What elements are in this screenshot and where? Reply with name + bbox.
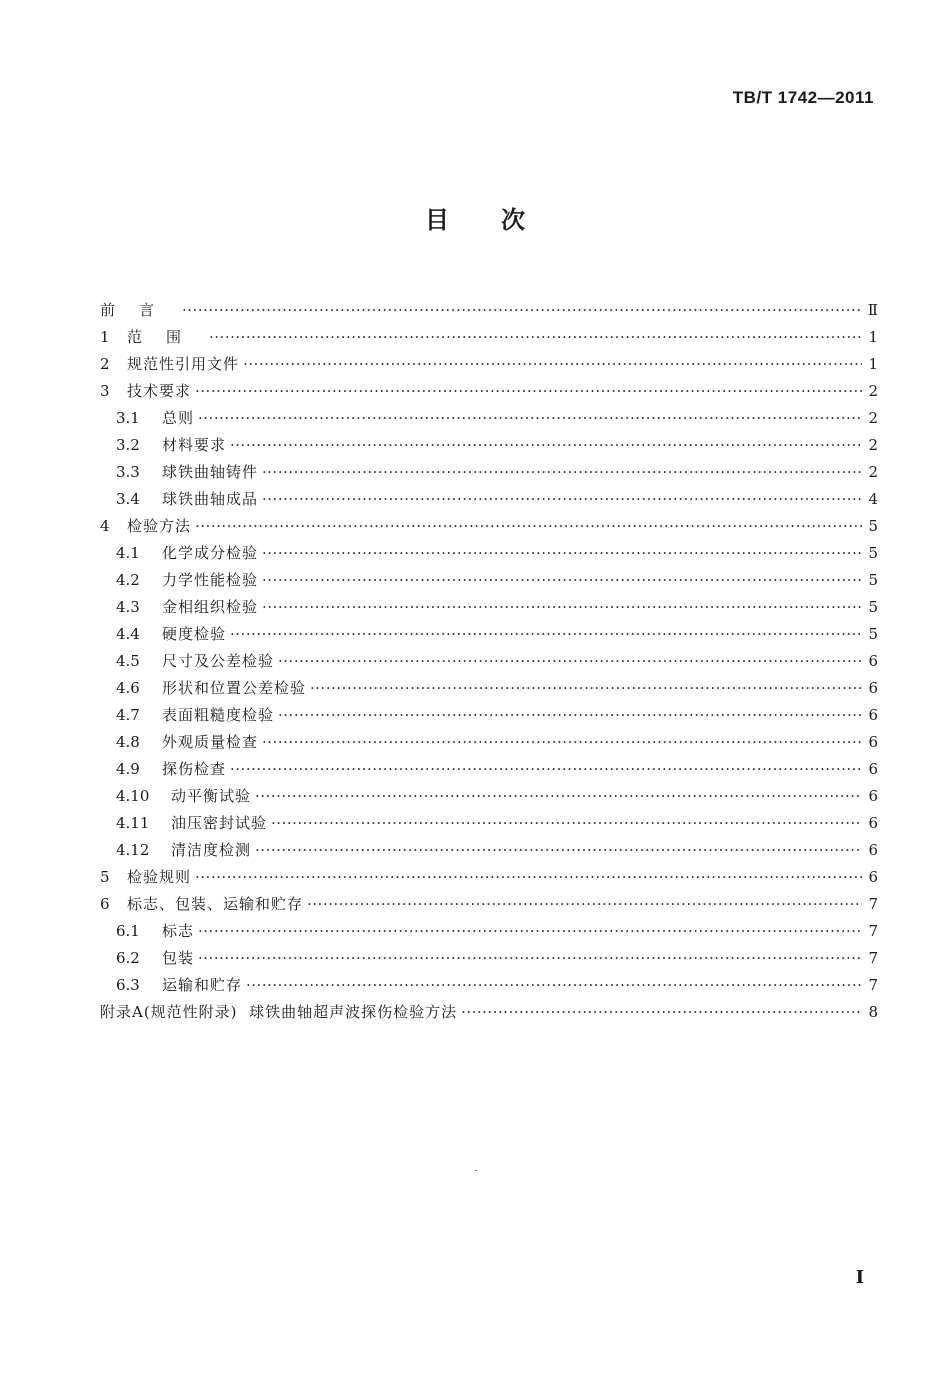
- toc-entry-6-3[interactable]: [100, 972, 878, 999]
- toc-entry-title: 油压密封试验: [171, 814, 268, 832]
- toc-entry-page: 6: [868, 679, 878, 697]
- standard-number: TB/T 1742—2011: [732, 88, 874, 107]
- toc-entry-number: 4.11: [116, 814, 150, 832]
- toc-leader-dots: [278, 648, 862, 675]
- toc-leader-dots: [198, 405, 862, 432]
- toc-entry-page: 6: [868, 814, 878, 832]
- toc-entry-title: 总则: [162, 409, 195, 427]
- toc-leader-dots: [262, 459, 862, 486]
- toc-entry-number: 4.4: [116, 625, 140, 643]
- scan-speck: [475, 1170, 477, 1171]
- toc-entry-number: 6.1: [116, 922, 140, 940]
- toc-entry-title: 硬度检验: [162, 625, 227, 643]
- toc-entry-title: 附录A(规范性附录) 球铁曲轴超声波探伤检验方法: [100, 1003, 458, 1021]
- toc-leader-dots: [271, 810, 862, 837]
- toc-entry-title: 外观质量检查: [162, 733, 259, 751]
- toc-entry-number: 3.3: [116, 463, 140, 481]
- toc-entry-page: 7: [868, 895, 878, 913]
- toc-entry-page: 5: [868, 598, 878, 616]
- toc-entry-page: 6: [868, 706, 878, 724]
- toc-entry-number: 6: [100, 895, 110, 913]
- toc-entry-4-9[interactable]: [100, 756, 878, 783]
- toc-leader-dots: [230, 432, 862, 459]
- toc-leader-dots: [230, 756, 862, 783]
- table-of-contents: [100, 297, 878, 1026]
- toc-entry-4-1[interactable]: [100, 540, 878, 567]
- toc-entry-6-1[interactable]: [100, 918, 878, 945]
- toc-entry-4-6[interactable]: [100, 675, 878, 702]
- toc-leader-dots: [209, 324, 862, 351]
- page-title: 目次: [425, 206, 577, 234]
- toc-entry-title: 形状和位置公差检验: [162, 679, 307, 697]
- toc-entry-3-1[interactable]: [100, 405, 878, 432]
- toc-entry-3-4[interactable]: [100, 486, 878, 513]
- toc-entry-page: 5: [868, 571, 878, 589]
- toc-entry-title: 金相组织检验: [162, 598, 259, 616]
- toc-entry-number: 5: [100, 868, 110, 886]
- toc-entry-page: 8: [868, 1003, 878, 1021]
- toc-entry-4-11[interactable]: [100, 810, 878, 837]
- toc-entry-number: 3.1: [116, 409, 140, 427]
- toc-leader-dots: [195, 864, 862, 891]
- toc-entry-number: 3.2: [116, 436, 140, 454]
- toc-entry-title: 清洁度检测: [171, 841, 252, 859]
- toc-entry-title: 检验规则: [127, 868, 192, 886]
- toc-entry-page: 7: [868, 976, 878, 994]
- toc-entry-page: 6: [868, 733, 878, 751]
- toc-entry-number: 1: [100, 328, 110, 346]
- toc-entry-3[interactable]: [100, 378, 878, 405]
- toc-entry-3-3[interactable]: [100, 459, 878, 486]
- toc-entry-number: 4.6: [116, 679, 140, 697]
- toc-entry-title: 动平衡试验: [171, 787, 252, 805]
- toc-entry-title: 技术要求: [127, 382, 192, 400]
- toc-entry-4-5[interactable]: [100, 648, 878, 675]
- toc-entry-title: 表面粗糙度检验: [162, 706, 275, 724]
- toc-entry-title: 前言: [100, 301, 179, 319]
- toc-entry-number: 4.5: [116, 652, 140, 670]
- toc-entry-foreword[interactable]: [100, 297, 878, 324]
- toc-entry-page: 1: [868, 328, 878, 346]
- toc-leader-dots: [195, 513, 862, 540]
- toc-leader-dots: [461, 999, 862, 1026]
- toc-entry-page: 5: [868, 625, 878, 643]
- toc-entry-number: 4.10: [116, 787, 150, 805]
- toc-leader-dots: [262, 729, 862, 756]
- toc-entry-page: 6: [868, 841, 878, 859]
- toc-entry-3-2[interactable]: [100, 432, 878, 459]
- toc-entry-page: 6: [868, 760, 878, 778]
- toc-leader-dots: [198, 918, 862, 945]
- toc-entry-number: 4.1: [116, 544, 140, 562]
- toc-leader-dots: [307, 891, 862, 918]
- toc-leader-dots: [243, 351, 862, 378]
- toc-entry-number: 4.7: [116, 706, 140, 724]
- toc-entry-title: 运输和贮存: [162, 976, 243, 994]
- toc-entry-title: 包装: [162, 949, 195, 967]
- toc-entry-page: 7: [868, 922, 878, 940]
- toc-leader-dots: [255, 837, 862, 864]
- toc-entry-number: 4.3: [116, 598, 140, 616]
- toc-entry-page: 2: [868, 463, 878, 481]
- toc-entry-number: 4.9: [116, 760, 140, 778]
- toc-leader-dots: [262, 567, 862, 594]
- toc-entry-page: 5: [868, 517, 878, 535]
- toc-entry-annex-a[interactable]: [100, 999, 878, 1026]
- toc-entry-2[interactable]: [100, 351, 878, 378]
- page-folio: Ⅰ: [855, 1267, 864, 1288]
- toc-entry-page: 1: [868, 355, 878, 373]
- toc-entry-number: 6.2: [116, 949, 140, 967]
- toc-entry-4-3[interactable]: [100, 594, 878, 621]
- toc-leader-dots: [262, 540, 862, 567]
- toc-entry-number: 2: [100, 355, 110, 373]
- toc-leader-dots: [310, 675, 862, 702]
- toc-entry-4-12[interactable]: [100, 837, 878, 864]
- toc-entry-page: 2: [868, 436, 878, 454]
- toc-entry-title: 标志、包装、运输和贮存: [127, 895, 304, 913]
- toc-entry-title: 尺寸及公差检验: [162, 652, 275, 670]
- toc-entry-4-10[interactable]: [100, 783, 878, 810]
- toc-entry-page: 2: [868, 382, 878, 400]
- toc-entry-1[interactable]: [100, 324, 878, 351]
- toc-leader-dots: [246, 972, 862, 999]
- toc-entry-title: 标志: [162, 922, 195, 940]
- toc-entry-6[interactable]: [100, 891, 878, 918]
- toc-entry-number: 4: [100, 517, 110, 535]
- toc-leader-dots: [262, 486, 862, 513]
- toc-leader-dots: [262, 594, 862, 621]
- toc-entry-page: 6: [868, 868, 878, 886]
- toc-entry-number: 3.4: [116, 490, 140, 508]
- toc-entry-page: 6: [868, 652, 878, 670]
- toc-entry-number: 4.12: [116, 841, 150, 859]
- toc-entry-page: 4: [868, 490, 878, 508]
- toc-entry-number: 6.3: [116, 976, 140, 994]
- toc-leader-dots: [198, 945, 862, 972]
- toc-entry-6-2[interactable]: [100, 945, 878, 972]
- toc-entry-page: 2: [868, 409, 878, 427]
- toc-entry-number: 3: [100, 382, 110, 400]
- toc-leader-dots: [230, 621, 862, 648]
- toc-entry-page: 6: [868, 787, 878, 805]
- toc-entry-4-8[interactable]: [100, 729, 878, 756]
- toc-entry-title: 球铁曲轴铸件: [162, 463, 259, 481]
- toc-entry-4-4[interactable]: [100, 621, 878, 648]
- toc-entry-4[interactable]: [100, 513, 878, 540]
- toc-entry-number: 4.2: [116, 571, 140, 589]
- toc-entry-title: 化学成分检验: [162, 544, 259, 562]
- toc-leader-dots: [195, 378, 862, 405]
- toc-entry-page: 5: [868, 544, 878, 562]
- toc-entry-page: 7: [868, 949, 878, 967]
- toc-entry-title: 力学性能检验: [162, 571, 259, 589]
- toc-entry-title: 检验方法: [127, 517, 192, 535]
- toc-entry-4-7[interactable]: [100, 702, 878, 729]
- toc-entry-title: 规范性引用文件: [127, 355, 240, 373]
- toc-entry-number: 4.8: [116, 733, 140, 751]
- toc-entry-4-2[interactable]: [100, 567, 878, 594]
- toc-entry-title: 范围: [127, 328, 206, 346]
- toc-entry-title: 球铁曲轴成品: [162, 490, 259, 508]
- toc-entry-title: 材料要求: [162, 436, 227, 454]
- toc-entry-title: 探伤检查: [162, 760, 227, 778]
- toc-leader-dots: [255, 783, 862, 810]
- toc-leader-dots: [278, 702, 862, 729]
- toc-entry-5[interactable]: [100, 864, 878, 891]
- toc-entry-page: Ⅱ: [867, 301, 878, 319]
- toc-leader-dots: [182, 297, 862, 324]
